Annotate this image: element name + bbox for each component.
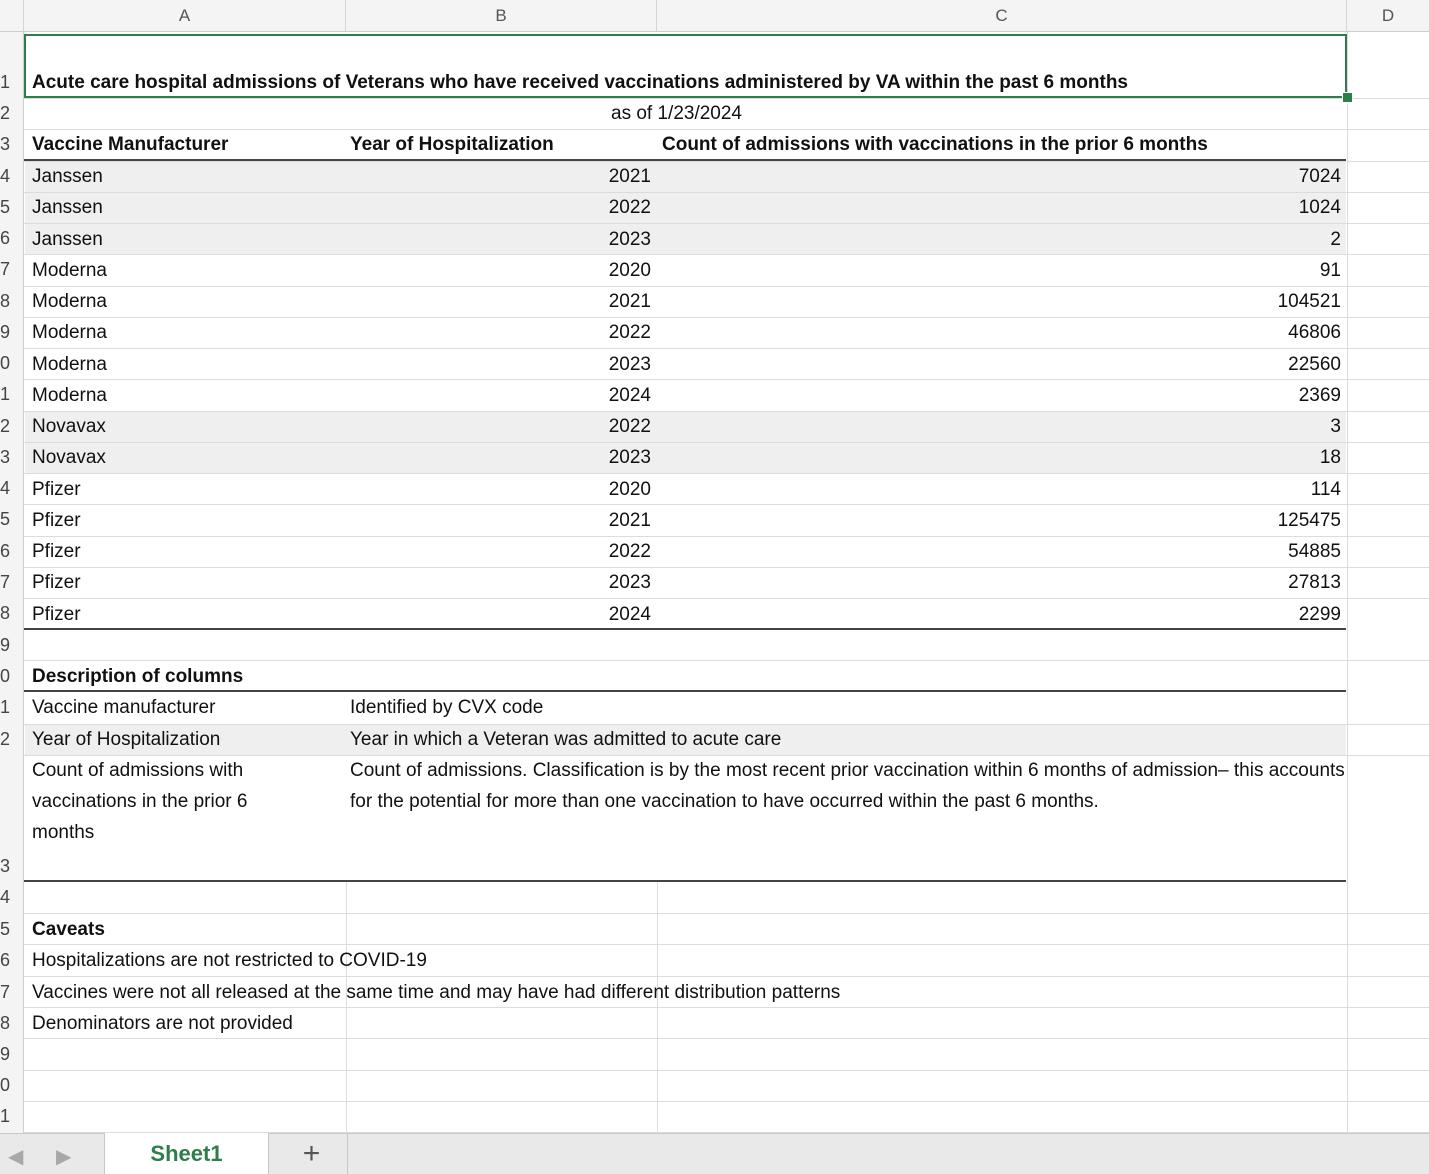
caveat-item[interactable]: Vaccines were not all released at the same time and may have had different distribution patterns [32,982,841,1003]
cell-manufacturer[interactable]: Novavax [32,447,106,469]
cell-year[interactable]: 2022 [608,322,651,344]
cell-manufacturer[interactable]: Janssen [32,166,103,187]
row-number[interactable]: 3 [0,134,11,154]
cell-year[interactable]: 2022 [608,416,651,437]
cell-manufacturer[interactable]: Janssen [32,197,103,219]
cell-manufacturer[interactable]: Pfizer [32,572,81,594]
row-number[interactable]: 6 [0,950,11,970]
cell-count[interactable]: 3 [1330,416,1341,437]
row-number[interactable]: 0 [0,1075,11,1095]
row-number[interactable]: 6 [0,541,11,561]
cell-year[interactable]: 2024 [608,603,651,625]
description-text[interactable]: Identified by CVX code [350,697,544,718]
gridline-col-c-d [1347,32,1348,1133]
row-number[interactable]: 5 [0,919,11,939]
table-bottom-rule [24,628,1346,630]
cell-year[interactable]: 2023 [608,353,651,375]
add-sheet-button[interactable]: + [276,1133,348,1174]
row-number[interactable]: 5 [0,197,11,217]
column-header-b[interactable]: B [346,0,657,32]
description-text[interactable]: Count of admissions. Classification is by the most recent prior vaccination within 6 months of admission– this accounts for the potential for more than one vaccination to have occurred within the past 6 months. [350,760,1345,812]
cell-manufacturer[interactable]: Pfizer [32,541,81,562]
cell-year[interactable]: 2022 [608,197,651,219]
row-number[interactable]: 4 [0,887,11,907]
cell-count[interactable]: 125475 [1277,509,1341,531]
cell-count[interactable]: 46806 [1288,322,1341,344]
row-number[interactable]: 8 [0,1013,11,1033]
description-text[interactable]: Year in which a Veteran was admitted to acute care [350,729,782,750]
description-heading[interactable]: Description of columns [32,666,244,687]
caveat-item[interactable]: Denominators are not provided [32,1013,293,1034]
row-number[interactable]: 3 [0,856,11,876]
row-number[interactable]: 9 [0,635,11,655]
caveats-heading[interactable]: Caveats [32,919,105,940]
row-number[interactable]: 1 [0,72,11,92]
description-name[interactable]: Count of admissions with vaccinations in the prior 6 months [32,760,248,843]
cell-count[interactable]: 54885 [1288,541,1341,562]
cell-count[interactable]: 2369 [1298,384,1341,406]
cell-manufacturer[interactable]: Moderna [32,322,107,344]
row-number[interactable]: 2 [0,416,11,436]
row-number[interactable]: 5 [0,509,11,529]
cell-manufacturer[interactable]: Moderna [32,259,107,281]
cell-count[interactable]: 18 [1319,447,1341,469]
cell-year[interactable]: 2023 [608,447,651,469]
description-bottom-rule [24,880,1346,882]
row-number[interactable]: 9 [0,1044,11,1064]
cell-year[interactable]: 2021 [608,291,651,312]
row-number[interactable]: 8 [0,603,11,623]
row-number[interactable]: 1 [0,1106,11,1126]
cell-year[interactable]: 2023 [608,572,651,594]
row-number[interactable]: 2 [0,729,11,749]
cell-year[interactable]: 2021 [608,166,651,187]
row-number[interactable]: 7 [0,572,11,592]
cell-manufacturer[interactable]: Janssen [32,228,103,250]
cell-year[interactable]: 2020 [608,478,651,500]
row-number[interactable]: 1 [0,697,11,717]
next-sheet-icon[interactable]: ▶ [56,1146,72,1168]
row-number[interactable]: 4 [0,478,11,498]
cell-manufacturer[interactable]: Pfizer [32,509,81,531]
cell-manufacturer[interactable]: Novavax [32,416,106,437]
row-number[interactable]: 1 [0,384,11,404]
column-header-c[interactable]: C [657,0,1347,32]
corner-cell[interactable] [0,0,24,32]
cell-count[interactable]: 1024 [1298,197,1341,219]
description-name[interactable]: Year of Hospitalization [32,729,221,750]
cell-year[interactable]: 2023 [608,228,651,250]
cell-count[interactable]: 2299 [1298,603,1341,625]
cell-manufacturer[interactable]: Moderna [32,353,107,375]
header-count[interactable]: Count of admissions with vaccinations in the prior 6 months [662,134,1208,155]
column-header-d[interactable]: D [1347,0,1429,32]
gridline [24,1070,1429,1071]
row-number[interactable]: 9 [0,322,11,342]
cell-count[interactable]: 27813 [1288,572,1341,594]
caveat-item[interactable]: Hospitalizations are not restricted to COVID-19 [32,950,427,971]
shaded-band-janssen [25,161,1346,254]
gridline [24,913,1429,914]
row-number[interactable]: 7 [0,982,11,1002]
column-header-a[interactable]: A [24,0,346,32]
row-number[interactable]: 8 [0,291,11,311]
description-name[interactable]: Vaccine manufacturer [32,697,216,718]
sheet-tab-sheet1[interactable]: Sheet1 [104,1133,269,1174]
row-number[interactable]: 2 [0,103,11,123]
cell-manufacturer[interactable]: Moderna [32,384,107,406]
row-number[interactable]: 4 [0,166,11,186]
row-number[interactable]: 0 [0,353,11,373]
as-of-date[interactable]: as of 1/23/2024 [611,103,742,124]
row-number[interactable]: 3 [0,447,11,467]
cell-count[interactable]: 7024 [1298,166,1341,187]
cell-manufacturer[interactable]: Moderna [32,291,107,312]
header-year[interactable]: Year of Hospitalization [350,134,554,155]
cell-manufacturer[interactable]: Pfizer [32,603,81,625]
sheet-title[interactable]: Acute care hospital admissions of Veterans who have received vaccinations administered by VA within the past 6 months [32,72,1128,93]
cell-year[interactable]: 2020 [608,259,651,281]
fill-handle[interactable] [1342,92,1353,103]
cell-count[interactable]: 104521 [1277,291,1341,312]
cell-year[interactable]: 2024 [608,384,651,406]
cell-year[interactable]: 2022 [608,541,651,562]
cell-count[interactable]: 91 [1319,259,1341,281]
cell-count[interactable]: 114 [1310,478,1341,500]
selected-cell[interactable] [24,34,1347,98]
cell-count[interactable]: 22560 [1288,353,1341,375]
row-number[interactable]: 0 [0,666,11,686]
cell-count[interactable]: 2 [1330,228,1341,250]
header-manufacturer[interactable]: Vaccine Manufacturer [32,134,229,155]
row-number[interactable]: 7 [0,259,11,279]
prev-sheet-icon[interactable]: ◀ [8,1146,24,1168]
cell-manufacturer[interactable]: Pfizer [32,478,81,500]
row-number[interactable]: 6 [0,228,11,248]
gridline [24,1101,1429,1102]
cell-year[interactable]: 2021 [608,509,651,531]
